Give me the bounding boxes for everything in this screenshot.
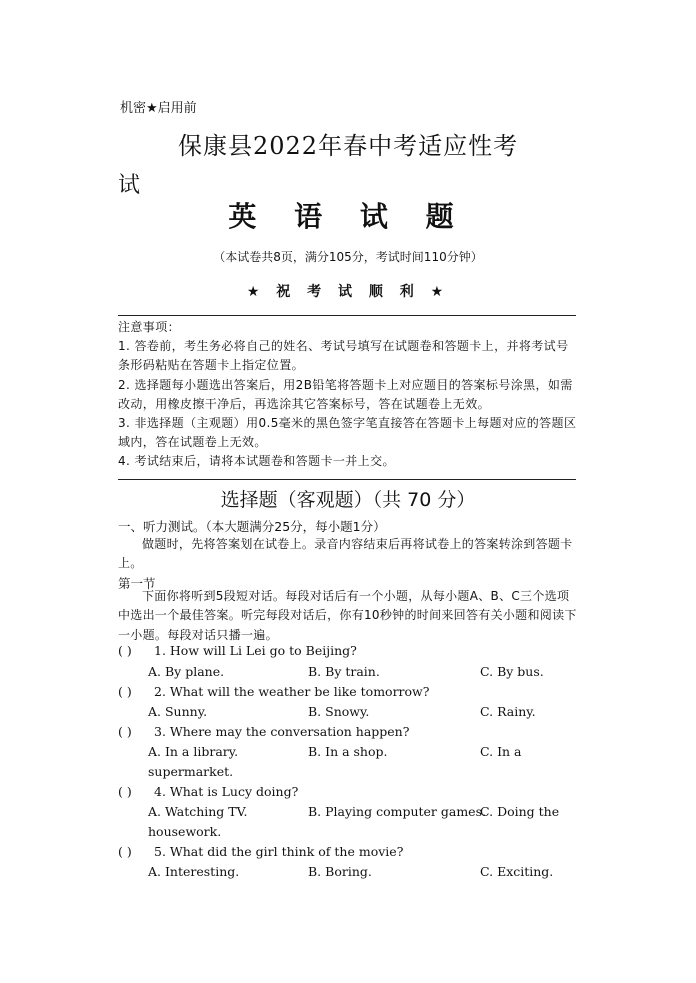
option-c-wrap: supermarket. xyxy=(148,764,234,779)
answer-blank[interactable]: ( ) xyxy=(118,684,132,699)
question-stem: 4. What is Lucy doing? xyxy=(154,784,299,799)
question-5 xyxy=(118,844,403,859)
option-c: C. By bus. xyxy=(480,664,544,679)
part-title: 一、听力测试。（本大题满分25分，每小题1分） xyxy=(118,519,386,534)
question-3 xyxy=(118,724,409,739)
question-2 xyxy=(118,684,429,699)
question-4 xyxy=(118,784,298,799)
note-item-2: 2. 选择题每小题选出答案后，用2B铅笔将答题卡上对应题目的答案标号涂黑，如需改动，用橡皮擦干净后，再选涂其它答案标号，答在试题卷上无效。 xyxy=(118,377,573,411)
answer-blank[interactable]: ( ) xyxy=(118,844,132,859)
option-b: B. By train. xyxy=(308,664,380,679)
answer-blank[interactable]: ( ) xyxy=(118,724,132,739)
question-stem: 5. What did the girl think of the movie? xyxy=(154,844,404,859)
option-b: B. Snowy. xyxy=(308,704,370,719)
divider-top xyxy=(118,315,576,316)
part-instruction: 做题时，先将答案划在试卷上。录音内容结束后再将试卷上的答案转涂到答题卡上。 xyxy=(118,537,573,571)
subsection-title: 第一节 xyxy=(118,576,156,591)
exam-title-line1: 保康县2022年春中考适应性考 xyxy=(178,132,519,160)
confidential-mark: 机密★启用前 xyxy=(120,101,197,116)
option-b: B. In a shop. xyxy=(308,744,388,759)
exam-info: （本试卷共8页，满分105分，考试时间110分钟） xyxy=(213,250,483,264)
note-item-4: 4. 考试结束后，请将本试题卷和答题卡一并上交。 xyxy=(118,454,395,469)
question-stem: 3. Where may the conversation happen? xyxy=(154,724,410,739)
question-1 xyxy=(118,643,357,658)
divider-bottom xyxy=(118,479,576,480)
option-a: A. Interesting. xyxy=(148,864,240,879)
blessing-line: ★ 祝 考 试 顺 利 ★ xyxy=(246,284,450,300)
option-b: B. Boring. xyxy=(308,864,372,879)
option-c: C. In a xyxy=(480,744,522,759)
section-title: 选择题（客观题）（共 70 分） xyxy=(220,489,476,511)
option-a: A. By plane. xyxy=(148,664,225,679)
option-a: A. In a library. xyxy=(148,744,239,759)
exam-title-line2: 试 xyxy=(118,173,141,198)
notes-block xyxy=(118,318,580,472)
answer-blank[interactable]: ( ) xyxy=(118,784,132,799)
option-c: C. Rainy. xyxy=(480,704,536,719)
note-item-3: 3. 非选择题（主观题）用0.5毫米的黑色签字笔直接答在答题卡上每题对应的答题区域内，答在试题卷上无效。 xyxy=(118,416,577,450)
question-stem: 1. How will Li Lei go to Beijing? xyxy=(154,643,357,658)
note-item-1: 1. 答卷前，考生务必将自己的姓名、考试号填写在试题卷和答题卡上，并将考试号条形码粘贴在答题卡上指定位置。 xyxy=(118,339,569,373)
option-c-wrap: housework. xyxy=(148,824,222,839)
subsection-instruction: 下面你将听到5段短对话。每段对话后有一个小题，从每小题A、B、C三个选项中选出一个最佳答案。听完每段对话后，你有10秒钟的时间来回答有关小题和阅读下一小题。每段对话只播一遍。 xyxy=(118,589,577,642)
option-b: B. Playing computer games. xyxy=(308,804,486,819)
option-a: A. Sunny. xyxy=(148,704,208,719)
option-a: A. Watching TV. xyxy=(148,804,248,819)
answer-blank[interactable]: ( ) xyxy=(118,643,132,658)
question-stem: 2. What will the weather be like tomorrow? xyxy=(154,684,430,699)
option-c: C. Doing the xyxy=(480,804,560,819)
option-c: C. Exciting. xyxy=(480,864,554,879)
subject-title: 英 语 试 题 xyxy=(228,200,468,233)
notes-heading: 注意事项： xyxy=(118,320,181,334)
